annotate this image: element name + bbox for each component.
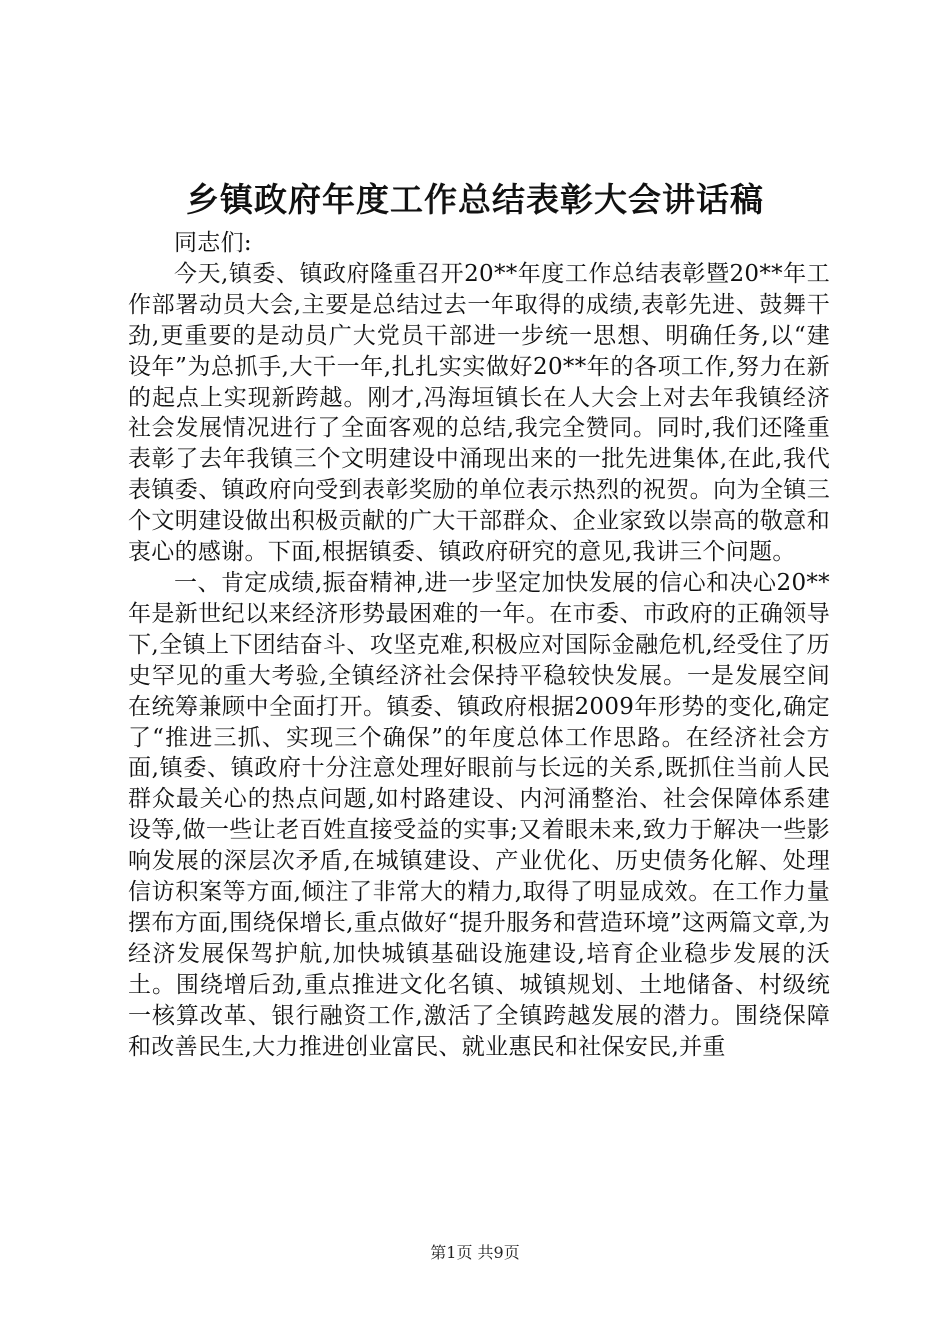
paragraph-opening: 今天,镇委、镇政府隆重召开20**年度工作总结表彰暨20**年工作部署动员大会,主要是总结过去一年取得的成绩,表彰先进、鼓舞干劲,更重要的是动员广大党员干部进一步统一思想、明确任务,以“建设年”为总抓手,大干一年,扎扎实实做好20**年的各项工作,努力在新的起点上实现新跨越。刚才,冯海垣镇长在人大会上对去年我镇经济社会发展情况进行了全面客观的总结,我完全赞同。同时,我们还隆重表彰了去年我镇三个文明建设中涌现出来的一批先进集体,在此,我代表镇委、镇政府向受到表彰奖励的单位表示热烈的祝贺。向为全镇三个文明建设做出积极贡献的广大干部群众、企业家致以崇高的敬意和衷心的感谢。下面,根据镇委、镇政府研究的意见,我讲三个问题。	[128, 260, 830, 566]
paragraph-section-one: 一、肯定成绩,振奋精神,进一步坚定加快发展的信心和决心20**年是新世纪以来经济形势最困难的一年。在市委、市政府的正确领导下,全镇上下团结奋斗、攻坚克难,积极应对国际金融危机,经受住了历史罕见的重大考验,全镇经济社会保持平稳较快发展。一是发展空间在统筹兼顾中全面打开。镇委、镇政府根据2009年形势的变化,确定了“推进三抓、实现三个确保”的年度总体工作思路。在经济社会方面,镇委、镇政府十分注意处理好眼前与长远的关系,既抓住当前人民群众最关心的热点问题,如村路建设、内河涌整治、社会保障体系建设等,做一些让老百姓直接受益的实事;又着眼未来,致力于解决一些影响发展的深层次矛盾,在城镇建设、产业优化、历史债务化解、处理信访积案等方面,倾注了非常大的精力,取得了明显成效。在工作力量摆布方面,围绕保增长,重点做好“提升服务和营造环境”这两篇文章,为经济发展保驾护航,加快城镇基础设施建设,培育企业稳步发展的沃土。围绕增后劲,重点推进文化名镇、城镇规划、土地储备、村级统一核算改革、银行融资工作,激活了全镇跨越发展的潜力。围绕保障和改善民生,大力推进创业富民、就业惠民和社保安民,并重	[128, 569, 830, 1060]
document-title: 乡镇政府年度工作总结表彰大会讲话稿	[186, 180, 764, 219]
salutation: 同志们:	[174, 230, 252, 256]
page-number-footer: 第1页 共9页	[430, 1243, 520, 1262]
document-body	[128, 228, 830, 1062]
